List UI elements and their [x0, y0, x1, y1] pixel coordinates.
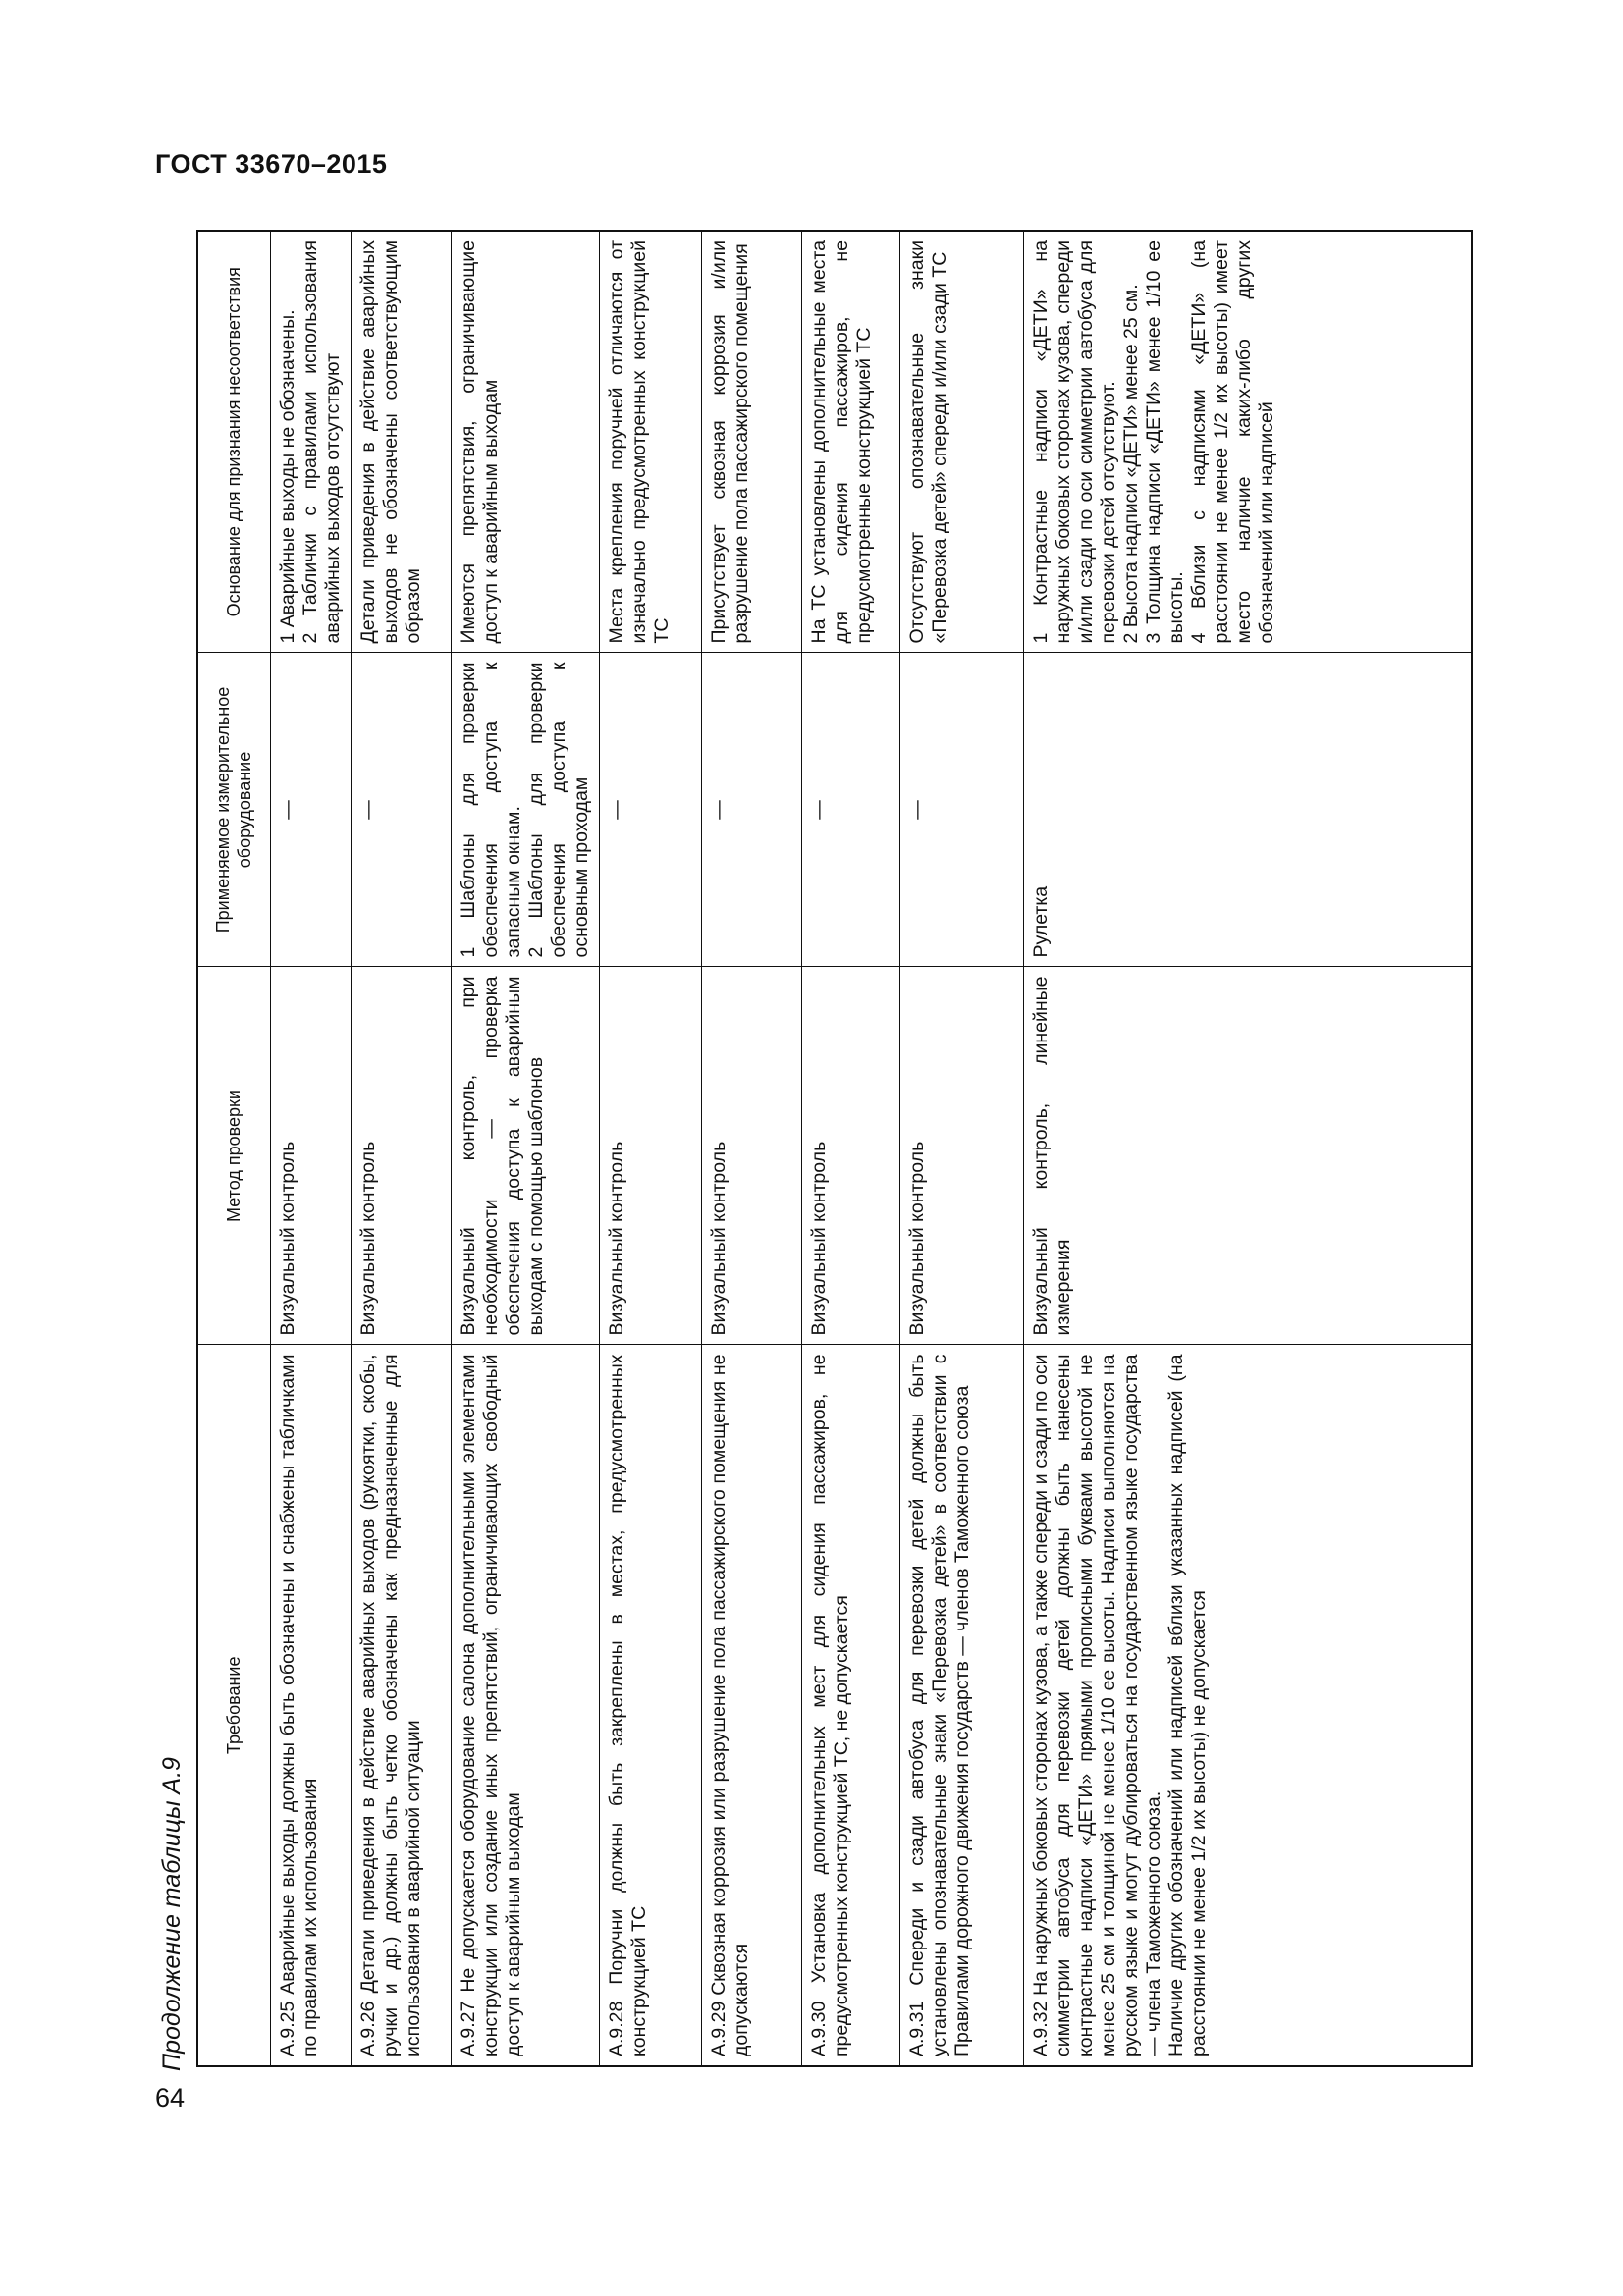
cell-equipment: — — [351, 653, 451, 967]
rotated-table-frame — [196, 232, 1473, 2067]
cell-basis: Отсутствуют опознавательные знаки «Перевозка детей» спереди и/или сзади ТС — [899, 231, 1023, 653]
cell-method: Визуальный контроль — [351, 967, 451, 1345]
requirements-table — [196, 230, 1473, 2067]
table-row — [451, 231, 599, 2066]
cell-method: Визуальный контроль, при необходимости — проверка обеспечения доступа к аварийным выходам с помощью шаблонов — [451, 967, 599, 1345]
cell-equipment: — — [270, 653, 351, 967]
table-row — [701, 231, 801, 2066]
cell-basis: На ТС установлены дополнительные места для сидения пассажиров, не предусмотренные конструкцией ТС — [801, 231, 899, 653]
cell-method: Визуальный контроль — [899, 967, 1023, 1345]
column-header-requirement: Требование — [197, 1345, 270, 2066]
table-header-row — [197, 231, 270, 2066]
cell-basis: Места крепления поручней отличаются от изначально предусмотренных конструкцией ТС — [599, 231, 701, 653]
cell-equipment: — — [801, 653, 899, 967]
cell-equipment: — — [899, 653, 1023, 967]
table-row — [801, 231, 899, 2066]
cell-requirement: А.9.28 Поручни должны быть закреплены в местах, предусмотренных конструкцией ТС — [599, 1345, 701, 2066]
cell-method: Визуальный контроль — [270, 967, 351, 1345]
cell-basis: 1 Аварийные выходы не обозначены. 2 Таблички с правилами использования аварийных выходов отсутствуют — [270, 231, 351, 653]
caption-container — [157, 1041, 187, 2071]
page-number: 64 — [155, 2083, 186, 2112]
cell-equipment: — — [599, 653, 701, 967]
cell-requirement: А.9.31 Спереди и сзади автобуса для перевозки детей должны быть установлены опознавательные знаки «Перевозка детей» в соответствии с Правилами дорожного движения государств — членов Таможенного союза — [899, 1345, 1023, 2066]
cell-method: Визуальный контроль, линейные измерения — [1023, 967, 1472, 1345]
cell-equipment: 1 Шаблоны для проверки обеспечения доступа к запасным окнам. 2 Шаблоны для проверки обеспечения доступа к основным проходам — [451, 653, 599, 967]
cell-basis: Имеются препятствия, ограничивающие доступ к аварийным выходам — [451, 231, 599, 653]
cell-method: Визуальный контроль — [801, 967, 899, 1345]
document-code: ГОСТ 33670–2015 — [155, 149, 388, 179]
table-row — [599, 231, 701, 2066]
cell-requirement: А.9.32 На наружных боковых сторонах кузова, а также спереди и сзади по оси симметрии автобуса для перевозки детей должны быть нанесены контрастные надписи «ДЕТИ» прямыми прописными буквами высотой не менее 25 см и толщиной не менее 1/10 ее высоты. Надписи выполняются на русском языке и могут дублироваться на государственном языке государства — члена Таможенного союза. Наличие других обозначений или надписей вблизи указанных надписей (на расстоянии не менее 1/2 их высоты) не допускается — [1023, 1345, 1472, 2066]
cell-basis: Детали приведения в действие аварийных выходов не обозначены соответствующим образом — [351, 231, 451, 653]
cell-requirement: А.9.25 Аварийные выходы должны быть обозначены и снабжены табличками по правилам их использования — [270, 1345, 351, 2066]
cell-requirement: А.9.30 Установка дополнительных мест для сидения пассажиров, не предусмотренных конструкцией ТС, не допускается — [801, 1345, 899, 2066]
cell-equipment: Рулетка — [1023, 653, 1472, 967]
cell-basis: Присутствует сквозная коррозия и/или разрушение пола пассажирского помещения — [701, 231, 801, 653]
column-header-basis: Основание для признания несоответствия — [197, 231, 270, 653]
table-row — [1023, 231, 1472, 2066]
column-header-method: Метод проверки — [197, 967, 270, 1345]
table-caption: Продолжение таблицы А.9 — [158, 1757, 186, 2071]
cell-method: Визуальный контроль — [599, 967, 701, 1345]
table-row — [351, 231, 451, 2066]
cell-equipment: — — [701, 653, 801, 967]
cell-basis: 1 Контрастные надписи «ДЕТИ» на наружных боковых сторонах кузова, спереди и/или сзади по оси симметрии автобуса для перевозки детей отсутствуют. 2 Высота надписи «ДЕТИ» менее 25 см. 3 Толщина надписи «ДЕТИ» менее 1/10 ее высоты. 4 Вблизи с надписями «ДЕТИ» (на расстоянии не менее 1/2 их высоты) имеет место наличие каких-либо других обозначений или надписей — [1023, 231, 1472, 653]
cell-method: Визуальный контроль — [701, 967, 801, 1345]
column-header-equipment: Применяемое измерительное оборудование — [197, 653, 270, 967]
cell-requirement: А.9.27 Не допускается оборудование салона дополнительными элементами конструкции или создание иных препятствий, ограничивающих свободный доступ к аварийным выходам — [451, 1345, 599, 2066]
cell-requirement: А.9.29 Сквозная коррозия или разрушение пола пассажирского помещения не допускаются — [701, 1345, 801, 2066]
table-container — [196, 232, 1473, 2067]
table-row — [270, 231, 351, 2066]
cell-requirement: А.9.26 Детали приведения в действие аварийных выходов (рукоятки, скобы, ручки и др.) должны быть четко обозначены как предназначенные для использования в аварийной ситуации — [351, 1345, 451, 2066]
table-row — [899, 231, 1023, 2066]
